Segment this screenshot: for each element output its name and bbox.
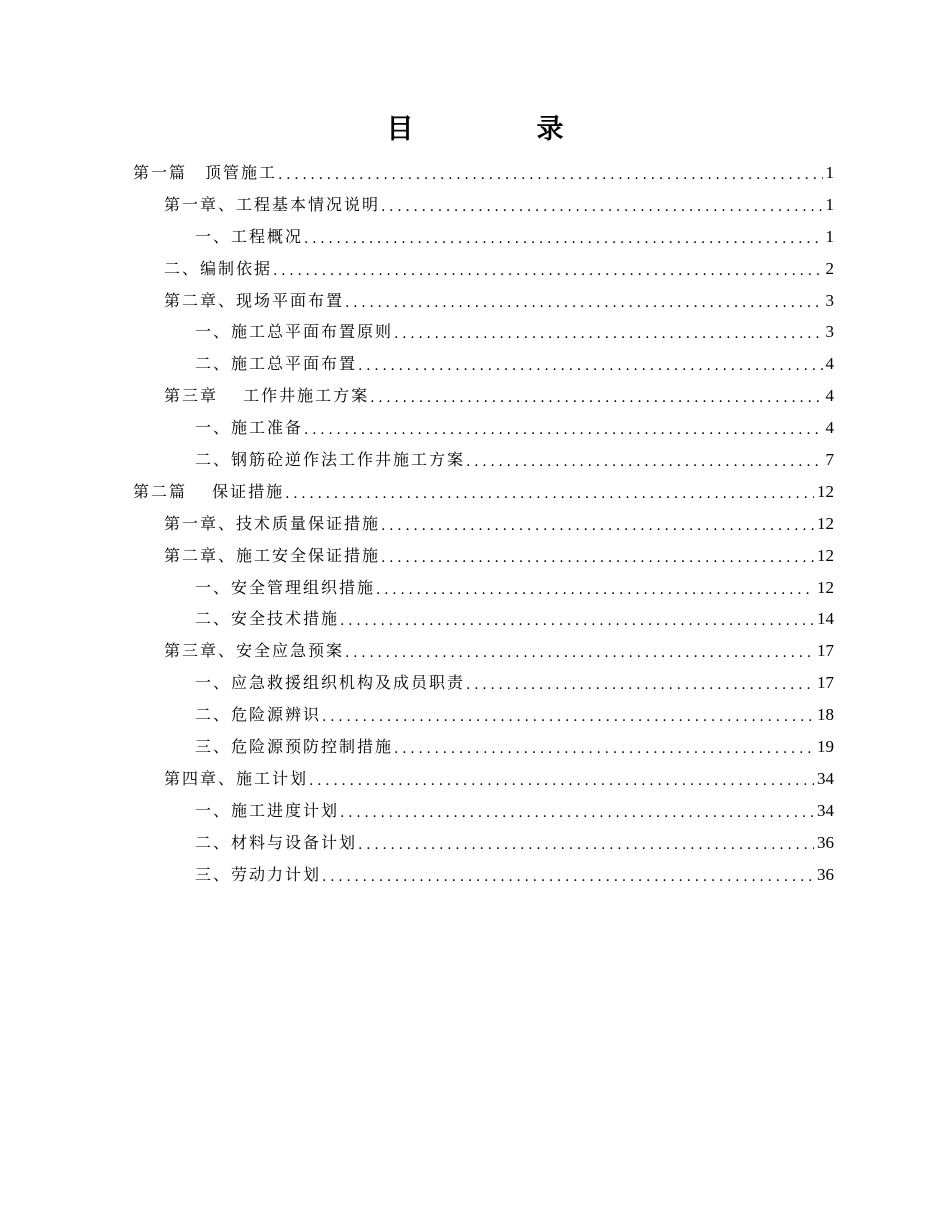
toc-dot-leader <box>466 675 814 695</box>
toc-dot-leader <box>340 611 814 631</box>
toc-dot-leader <box>376 580 814 600</box>
toc-dot-leader <box>394 739 814 759</box>
toc-entry-page-number: 4 <box>825 354 834 374</box>
toc-entry-text: 第三章、安全应急预案 <box>164 641 345 661</box>
toc-entry-text: 一、施工总平面布置原则 <box>195 322 394 342</box>
toc-entry-text: 二、安全技术措施 <box>195 609 340 629</box>
toc-entry[interactable] <box>0 508 950 540</box>
toc-dot-leader <box>322 867 814 887</box>
toc-entry-page-number: 4 <box>825 418 834 438</box>
toc-entry-text: 三、危险源预防控制措施 <box>195 736 394 756</box>
toc-entry[interactable] <box>0 157 950 189</box>
toc-entry-text: 第一章、技术质量保证措施 <box>164 513 381 533</box>
toc-entry-page-number: 17 <box>817 673 834 693</box>
toc-dot-leader <box>285 484 814 504</box>
toc-entry-text: 二、危险源辨识 <box>195 705 322 725</box>
toc-entry-page-number: 36 <box>817 864 834 884</box>
toc-entry[interactable] <box>0 348 950 380</box>
toc-entry-page-number: 12 <box>817 513 834 533</box>
toc-entry-text: 二、钢筋砼逆作法工作井施工方案 <box>195 449 466 469</box>
toc-list <box>0 157 950 890</box>
toc-entry[interactable] <box>0 763 950 795</box>
toc-entry-text: 第二章、现场平面布置 <box>164 290 345 310</box>
toc-entry-page-number: 34 <box>817 800 834 820</box>
toc-title: 目 录 <box>386 114 612 145</box>
toc-dot-leader <box>273 261 822 281</box>
toc-entry[interactable] <box>0 285 950 317</box>
toc-dot-leader <box>358 835 814 855</box>
toc-dot-leader <box>304 229 822 249</box>
toc-entry[interactable] <box>0 221 950 253</box>
toc-entry[interactable] <box>0 859 950 891</box>
toc-entry-page-number: 1 <box>825 162 834 182</box>
toc-entry-page-number: 18 <box>817 705 834 725</box>
toc-dot-leader <box>322 707 814 727</box>
toc-entry-text: 一、施工准备 <box>195 418 304 438</box>
toc-entry[interactable] <box>0 540 950 572</box>
toc-entry-page-number: 3 <box>825 322 834 342</box>
toc-entry-page-number: 14 <box>817 609 834 629</box>
toc-entry-text: 第一篇 顶管施工 <box>133 162 278 182</box>
toc-entry-page-number: 36 <box>817 832 834 852</box>
toc-dot-leader <box>381 197 822 217</box>
toc-dot-leader <box>345 293 822 313</box>
toc-entry[interactable] <box>0 603 950 635</box>
toc-entry-text: 一、施工进度计划 <box>195 800 340 820</box>
toc-entry-text: 三、劳动力计划 <box>195 864 322 884</box>
toc-entry-text: 第四章、施工计划 <box>164 768 309 788</box>
toc-entry-page-number: 12 <box>817 481 834 501</box>
toc-entry[interactable] <box>0 476 950 508</box>
toc-entry-text: 一、安全管理组织措施 <box>195 577 376 597</box>
toc-entry[interactable] <box>0 795 950 827</box>
toc-entry-page-number: 1 <box>825 194 834 214</box>
toc-dot-leader <box>466 452 822 472</box>
toc-dot-leader <box>309 771 814 791</box>
toc-entry-page-number: 17 <box>817 641 834 661</box>
toc-entry[interactable] <box>0 412 950 444</box>
toc-entry[interactable] <box>0 380 950 412</box>
toc-entry-text: 二、编制依据 <box>164 258 273 278</box>
toc-dot-leader <box>340 803 814 823</box>
toc-entry[interactable] <box>0 731 950 763</box>
toc-entry-page-number: 1 <box>825 226 834 246</box>
toc-dot-leader <box>370 388 822 408</box>
toc-entry[interactable] <box>0 253 950 285</box>
toc-entry[interactable] <box>0 827 950 859</box>
toc-entry-page-number: 34 <box>817 768 834 788</box>
toc-entry-text: 第三章 工作井施工方案 <box>164 386 370 406</box>
toc-entry-text: 一、工程概况 <box>195 226 304 246</box>
toc-entry-text: 第一章、工程基本情况说明 <box>164 194 381 214</box>
toc-dot-leader <box>278 165 822 185</box>
toc-entry[interactable] <box>0 667 950 699</box>
toc-dot-leader <box>394 324 822 344</box>
toc-entry-text: 第二章、施工安全保证措施 <box>164 545 381 565</box>
toc-entry-text: 一、应急救援组织机构及成员职责 <box>195 673 466 693</box>
toc-entry[interactable] <box>0 699 950 731</box>
toc-entry-text: 二、施工总平面布置 <box>195 354 358 374</box>
toc-dot-leader <box>304 420 822 440</box>
toc-entry-page-number: 12 <box>817 545 834 565</box>
toc-dot-leader <box>381 548 814 568</box>
toc-dot-leader <box>358 356 822 376</box>
toc-entry[interactable] <box>0 572 950 604</box>
toc-entry[interactable] <box>0 444 950 476</box>
toc-entry[interactable] <box>0 316 950 348</box>
toc-dot-leader <box>345 643 814 663</box>
toc-entry-text: 第二篇 保证措施 <box>133 481 285 501</box>
toc-entry-page-number: 12 <box>817 577 834 597</box>
toc-entry-page-number: 2 <box>825 258 834 278</box>
toc-entry[interactable] <box>0 189 950 221</box>
toc-entry[interactable] <box>0 635 950 667</box>
toc-entry-page-number: 19 <box>817 736 834 756</box>
toc-entry-page-number: 3 <box>825 290 834 310</box>
toc-dot-leader <box>381 516 814 536</box>
toc-entry-page-number: 4 <box>825 386 834 406</box>
toc-entry-page-number: 7 <box>825 449 834 469</box>
toc-entry-text: 二、材料与设备计划 <box>195 832 358 852</box>
